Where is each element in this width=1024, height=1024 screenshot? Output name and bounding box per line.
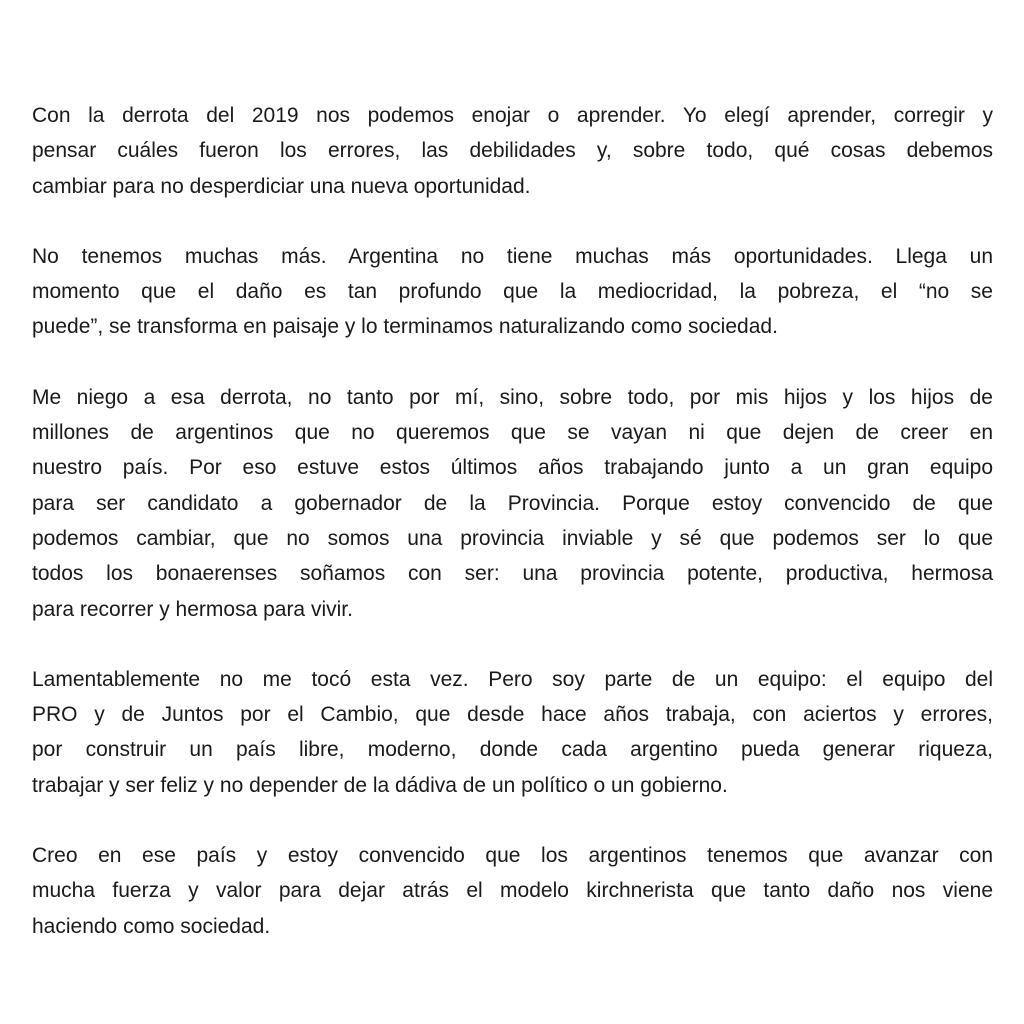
paragraph (32, 380, 993, 627)
text-line: momento que el daño es tan profundo que la mediocridad, la pobreza, el “no se (32, 280, 993, 304)
text-line: Con la derrota del 2019 nos podemos enojar o aprender. Yo elegí aprender, corregir y (32, 104, 993, 127)
text-line: Me niego a esa derrota, no tanto por mí, sino, sobre todo, por mis hijos y los hijos de (32, 385, 993, 409)
document-body (32, 98, 993, 979)
text-line: PRO y de Juntos por el Cambio, que desde hace años trabaja, con aciertos y errores, (32, 703, 993, 727)
paragraph (32, 239, 993, 345)
text-line: todos los bonaerenses soñamos con ser: una provincia potente, productiva, hermosa (32, 562, 993, 586)
paragraph (32, 662, 993, 803)
text-line: puede”, se transforma en paisaje y lo terminamos naturalizando como sociedad. (32, 315, 778, 339)
text-line: No tenemos muchas más. Argentina no tiene muchas más oportunidades. Llega un (32, 244, 993, 268)
text-line: mucha fuerza y valor para dejar atrás el modelo kirchnerista que tanto daño nos viene (32, 879, 993, 903)
text-line: millones de argentinos que no queremos que se vayan ni que dejen de creer en (32, 421, 993, 445)
text-line: cambiar para no desperdiciar una nueva oportunidad. (32, 174, 531, 198)
text-line: haciendo como sociedad. (32, 914, 271, 938)
text-line: para recorrer y hermosa para vivir. (32, 597, 353, 621)
paragraph (32, 838, 993, 944)
text-line: pensar cuáles fueron los errores, las debilidades y, sobre todo, qué cosas debemos (32, 139, 993, 163)
text-line: Lamentablemente no me tocó esta vez. Pero soy parte de un equipo: el equipo del (32, 667, 993, 691)
paragraph (32, 98, 993, 204)
text-line: podemos cambiar, que no somos una provincia inviable y sé que podemos ser lo que (32, 526, 993, 550)
text-line: Creo en ese país y estoy convencido que los argentinos tenemos que avanzar con (32, 844, 993, 868)
text-line: por construir un país libre, moderno, donde cada argentino pueda generar riqueza, (32, 738, 993, 762)
text-line: trabajar y ser feliz y no depender de la dádiva de un político o un gobierno. (32, 773, 728, 797)
text-line: nuestro país. Por eso estuve estos últimos años trabajando junto a un gran equipo (32, 456, 993, 480)
text-line: para ser candidato a gobernador de la Provincia. Porque estoy convencido de que (32, 491, 993, 515)
